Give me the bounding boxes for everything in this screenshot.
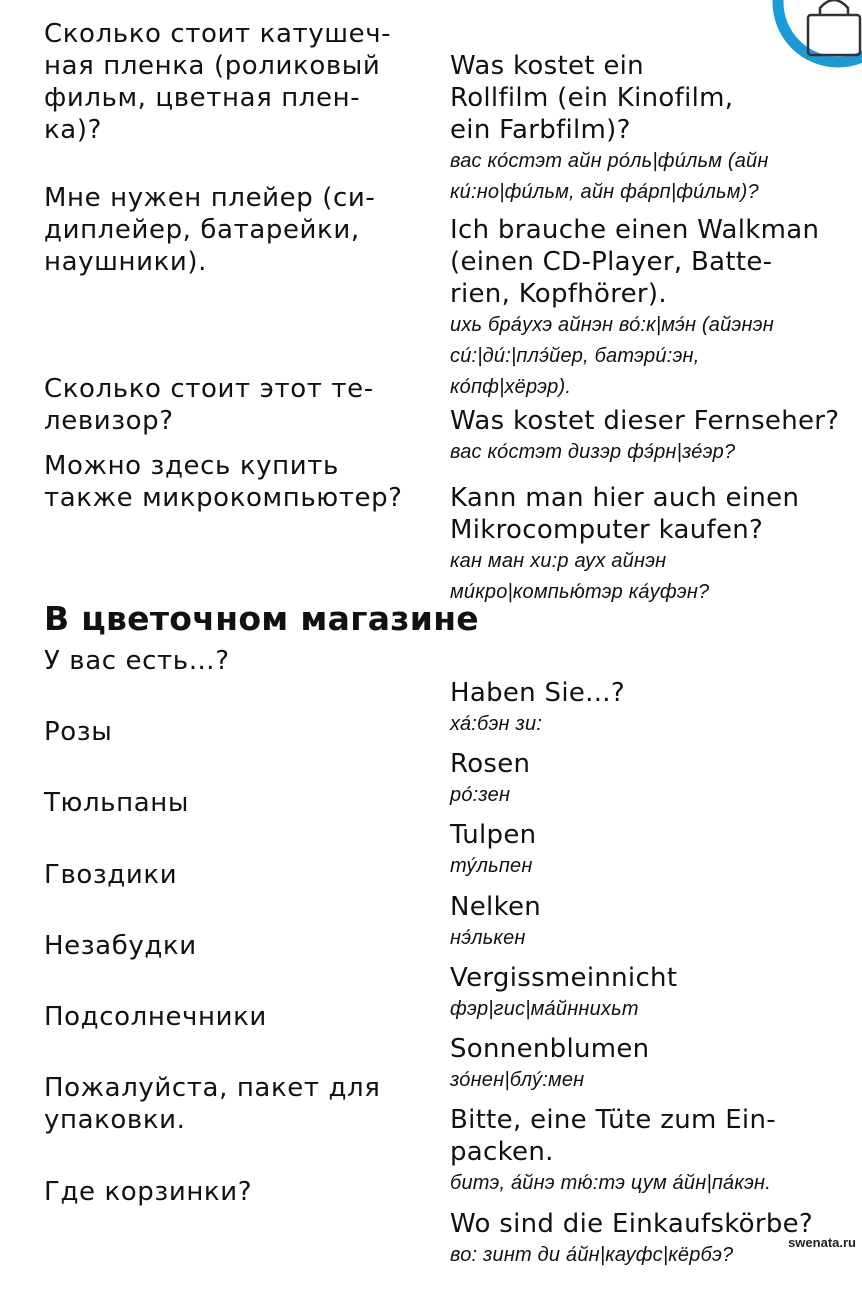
- russian-phrase: Мне нужен плейер (си- диплейер, батарейки, наушники).: [44, 183, 376, 277]
- transcription: ха́:бэн зи:: [450, 713, 543, 735]
- transcription: ихь бра́ухэ айнэн во́:к|мэ́н (айэнэн си́:|ди́:|плэ́йер, батэри́:эн, ко́пф|хёрэр).: [450, 314, 774, 398]
- section-heading: В цветочном магазине: [44, 599, 479, 638]
- russian-phrase: Розы: [44, 717, 113, 747]
- russian-phrase: У вас есть…?: [44, 646, 230, 676]
- transcription: нэ́лькен: [450, 927, 526, 949]
- russian-phrase: Пожалуйста, пакет для упаковки.: [44, 1073, 381, 1135]
- transcription: во: зинт ди а́йн|кауфс|кёрбэ?: [450, 1244, 734, 1266]
- german-phrase: [450, 450, 855, 640]
- german-text: Was kostet dieser Fernseher?: [450, 406, 840, 436]
- german-text: Vergissmeinnicht: [450, 963, 678, 993]
- russian-phrase: Гвоздики: [44, 860, 178, 890]
- transcription: кан ман хи:р аух айнэн ми́кро|компью́тэр ка́уфэн?: [450, 550, 710, 603]
- russian-phrase: Где корзинки?: [44, 1177, 253, 1207]
- transcription: вас ко́стэт дизэр фэ́рн|зе́эр?: [450, 441, 736, 463]
- russian-phrase: Можно здесь купить также микрокомпьютер?: [44, 451, 403, 513]
- german-text: Haben Sie...?: [450, 678, 625, 708]
- german-text: Was kostet ein Rollfilm (ein Kinofilm, ein Farbfilm)?: [450, 51, 734, 145]
- transcription: ро́:зен: [450, 784, 511, 806]
- german-text: Sonnenblumen: [450, 1034, 650, 1064]
- transcription: ту́льпен: [450, 855, 533, 877]
- german-text: Kann man hier auch einen Mikrocomputer kaufen?: [450, 483, 800, 545]
- russian-phrase: Тюльпаны: [44, 788, 189, 818]
- russian-phrase: Незабудки: [44, 931, 197, 961]
- german-text: Nelken: [450, 892, 542, 922]
- transcription: зо́нен|блу́:мен: [450, 1069, 585, 1091]
- german-text: Bitte, eine Tüte zum Ein- packen.: [450, 1105, 776, 1167]
- russian-phrase: Сколько стоит катушеч- ная пленка (роликовый фильм, цветная плен- ка)?: [44, 19, 392, 145]
- russian-phrase: Сколько стоит этот те- левизор?: [44, 374, 374, 436]
- transcription: вас ко́стэт айн ро́ль|фи́льм (айн ки́:но|фи́льм, айн фа́рп|фи́льм)?: [450, 150, 769, 203]
- transcription: фэр|гис|ма́йннихьт: [450, 998, 639, 1020]
- watermark: swenata.ru: [788, 1235, 856, 1250]
- german-text: Ich brauche einen Walkman (einen CD-Player, Batte- rien, Kopfhörer).: [450, 215, 820, 309]
- german-text: Rosen: [450, 749, 531, 779]
- transcription: битэ, а́йнэ тю́:тэ цум а́йн|па́кэн.: [450, 1172, 772, 1194]
- german-text: Tulpen: [450, 820, 537, 850]
- russian-phrase: Подсолнечники: [44, 1002, 267, 1032]
- german-text: Wo sind die Einkaufskörbe?: [450, 1209, 814, 1239]
